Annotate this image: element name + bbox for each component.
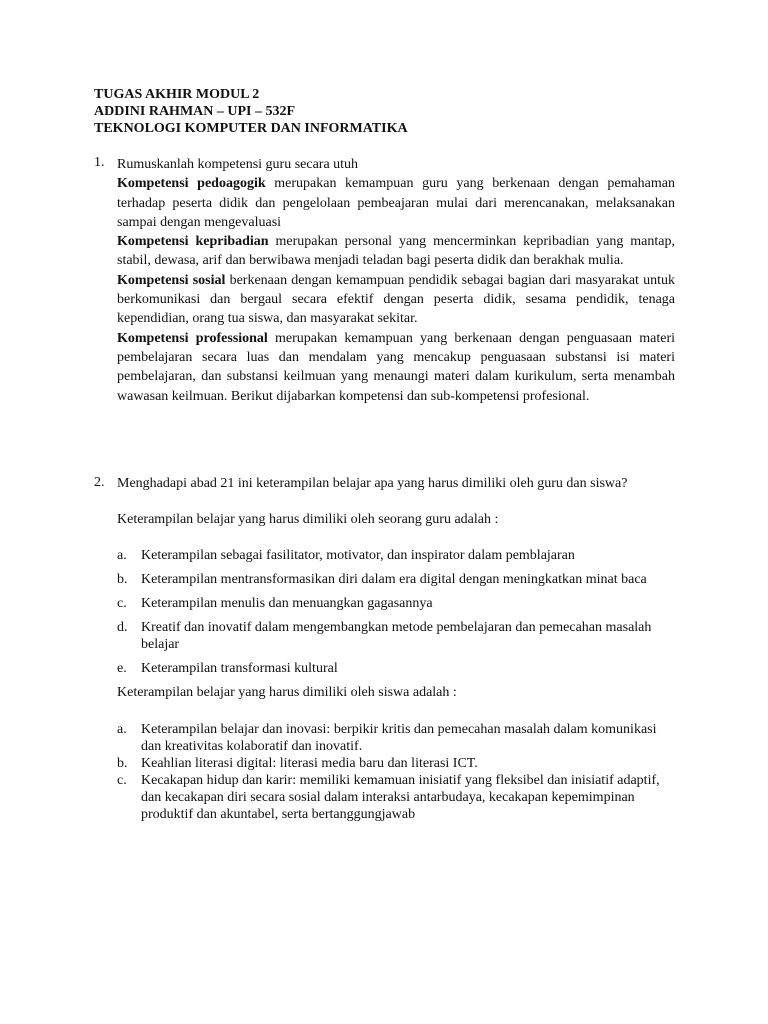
question-number: 1. xyxy=(94,155,105,170)
list-marker: b. xyxy=(117,572,128,587)
list-item xyxy=(117,755,675,772)
list-item xyxy=(117,619,675,653)
list-item-text: Keterampilan sebagai fasilitator, motivator, dan inspirator dalam pemblajaran xyxy=(141,548,575,563)
list-marker: e. xyxy=(117,661,127,676)
list-item xyxy=(117,547,675,564)
question-text: Rumuskanlah kompetensi guru secara utuh xyxy=(117,157,359,172)
list-item xyxy=(117,721,675,755)
answer-paragraph-kepribadian xyxy=(117,232,675,271)
list-item-text: Keterampilan mentransformasikan diri dalam era digital dengan meningkatkan minat baca xyxy=(141,572,647,587)
siswa-skills-list xyxy=(117,721,675,823)
answer-paragraph-professional xyxy=(117,329,675,406)
text-sosial: berkenaan dengan kemampuan pendidik sebagai bagian dari masyarakat untuk berkomunikasi dan bergaul secara efektif dengan peserta didik, sesama pendidik, tenaga kependidian, orang tua siswa, dan masyarakat sekitar. xyxy=(117,272,675,327)
list-item-text: Kecakapan hidup dan karir: memiliki kemamuan inisiatif yang fleksibel dan inisiatif adaptif, dan kecakapan diri secara sosial dalam interaksi antarbudaya, kecakapan kepemimpinan produktif dan akuntabel, serta bertanggungjawab xyxy=(141,773,660,822)
document-header xyxy=(94,86,408,137)
siswa-intro: Keterampilan belajar yang harus dimiliki oleh siswa adalah : xyxy=(117,685,457,700)
subject-line: TEKNOLOGI KOMPUTER DAN INFORMATIKA xyxy=(94,121,408,136)
question-number: 2. xyxy=(94,475,105,490)
author-line: ADDINI RAHMAN – UPI – 532F xyxy=(94,104,296,119)
term-kepribadian: Kompetensi kepribadian xyxy=(117,234,269,250)
text-pedagogik: merupakan kemampuan guru yang berkenaan dengan pemahaman terhadap peserta didik dan pengelolaan pembeajaran mulai dari merencanakan, melaksanakan sampai dengan mengevaluasi xyxy=(117,176,676,230)
list-item-text: Kreatif dan inovatif dalam mengembangkan metode pembelajaran dan pemecahan masalah belajar xyxy=(141,620,652,652)
list-item xyxy=(117,595,675,612)
term-professional: Kompetensi professional xyxy=(117,330,268,346)
guru-skills-list xyxy=(117,547,675,677)
list-marker: d. xyxy=(117,620,128,635)
list-item-text: Keterampilan menulis dan menuangkan gagasannya xyxy=(141,596,433,611)
list-item xyxy=(117,660,675,677)
answer-paragraph-sosial xyxy=(117,271,675,329)
question-1 xyxy=(94,155,676,406)
question-text: Menghadapi abad 21 ini keterampilan belajar apa yang harus dimiliki oleh guru dan siswa? xyxy=(117,476,628,491)
text-kepribadian: merupakan personal yang mencerminkan kepribadian yang mantap, stabil, dewasa, arif dan berwibawa menjadi teladan bagi peserta didik dan berakhak mulia. xyxy=(117,234,675,269)
list-item xyxy=(117,571,675,588)
assignment-title: TUGAS AKHIR MODUL 2 xyxy=(94,87,260,102)
list-marker: b. xyxy=(117,756,128,771)
list-marker: c. xyxy=(117,596,127,611)
term-pedagogik: Kompetensi pedoagogik xyxy=(117,176,266,192)
list-item xyxy=(117,772,675,823)
list-marker: a. xyxy=(117,548,127,563)
list-marker: a. xyxy=(117,722,127,737)
question-2 xyxy=(94,475,675,823)
text-professional: merupakan kemampuan yang berkenaan dengan penguasaan materi pembelajaran secara luas dan mendalam yang mencakup penguasaan substansi isi materi pembelajaran, dan substansi keilmuan yang menaungi materi dalam kurikulum, serta menambah wawasan keilmuan. Berikut dijabarkan kompetensi dan sub-kompetensi profesional. xyxy=(117,330,675,404)
list-item-text: Keterampilan belajar dan inovasi: berpikir kritis dan pemecahan masalah dalam komunikasi dan kreativitas kolaboratif dan inovatif. xyxy=(141,722,657,754)
answer-paragraph-pedagogik xyxy=(117,174,675,232)
term-sosial: Kompetensi sosial xyxy=(117,272,226,288)
guru-intro: Keterampilan belajar yang harus dimiliki oleh seorang guru adalah : xyxy=(117,512,499,527)
list-item-text: Keahlian literasi digital: literasi media baru dan literasi ICT. xyxy=(141,756,478,771)
list-item-text: Keterampilan transformasi kultural xyxy=(141,661,338,676)
list-marker: c. xyxy=(117,773,127,788)
